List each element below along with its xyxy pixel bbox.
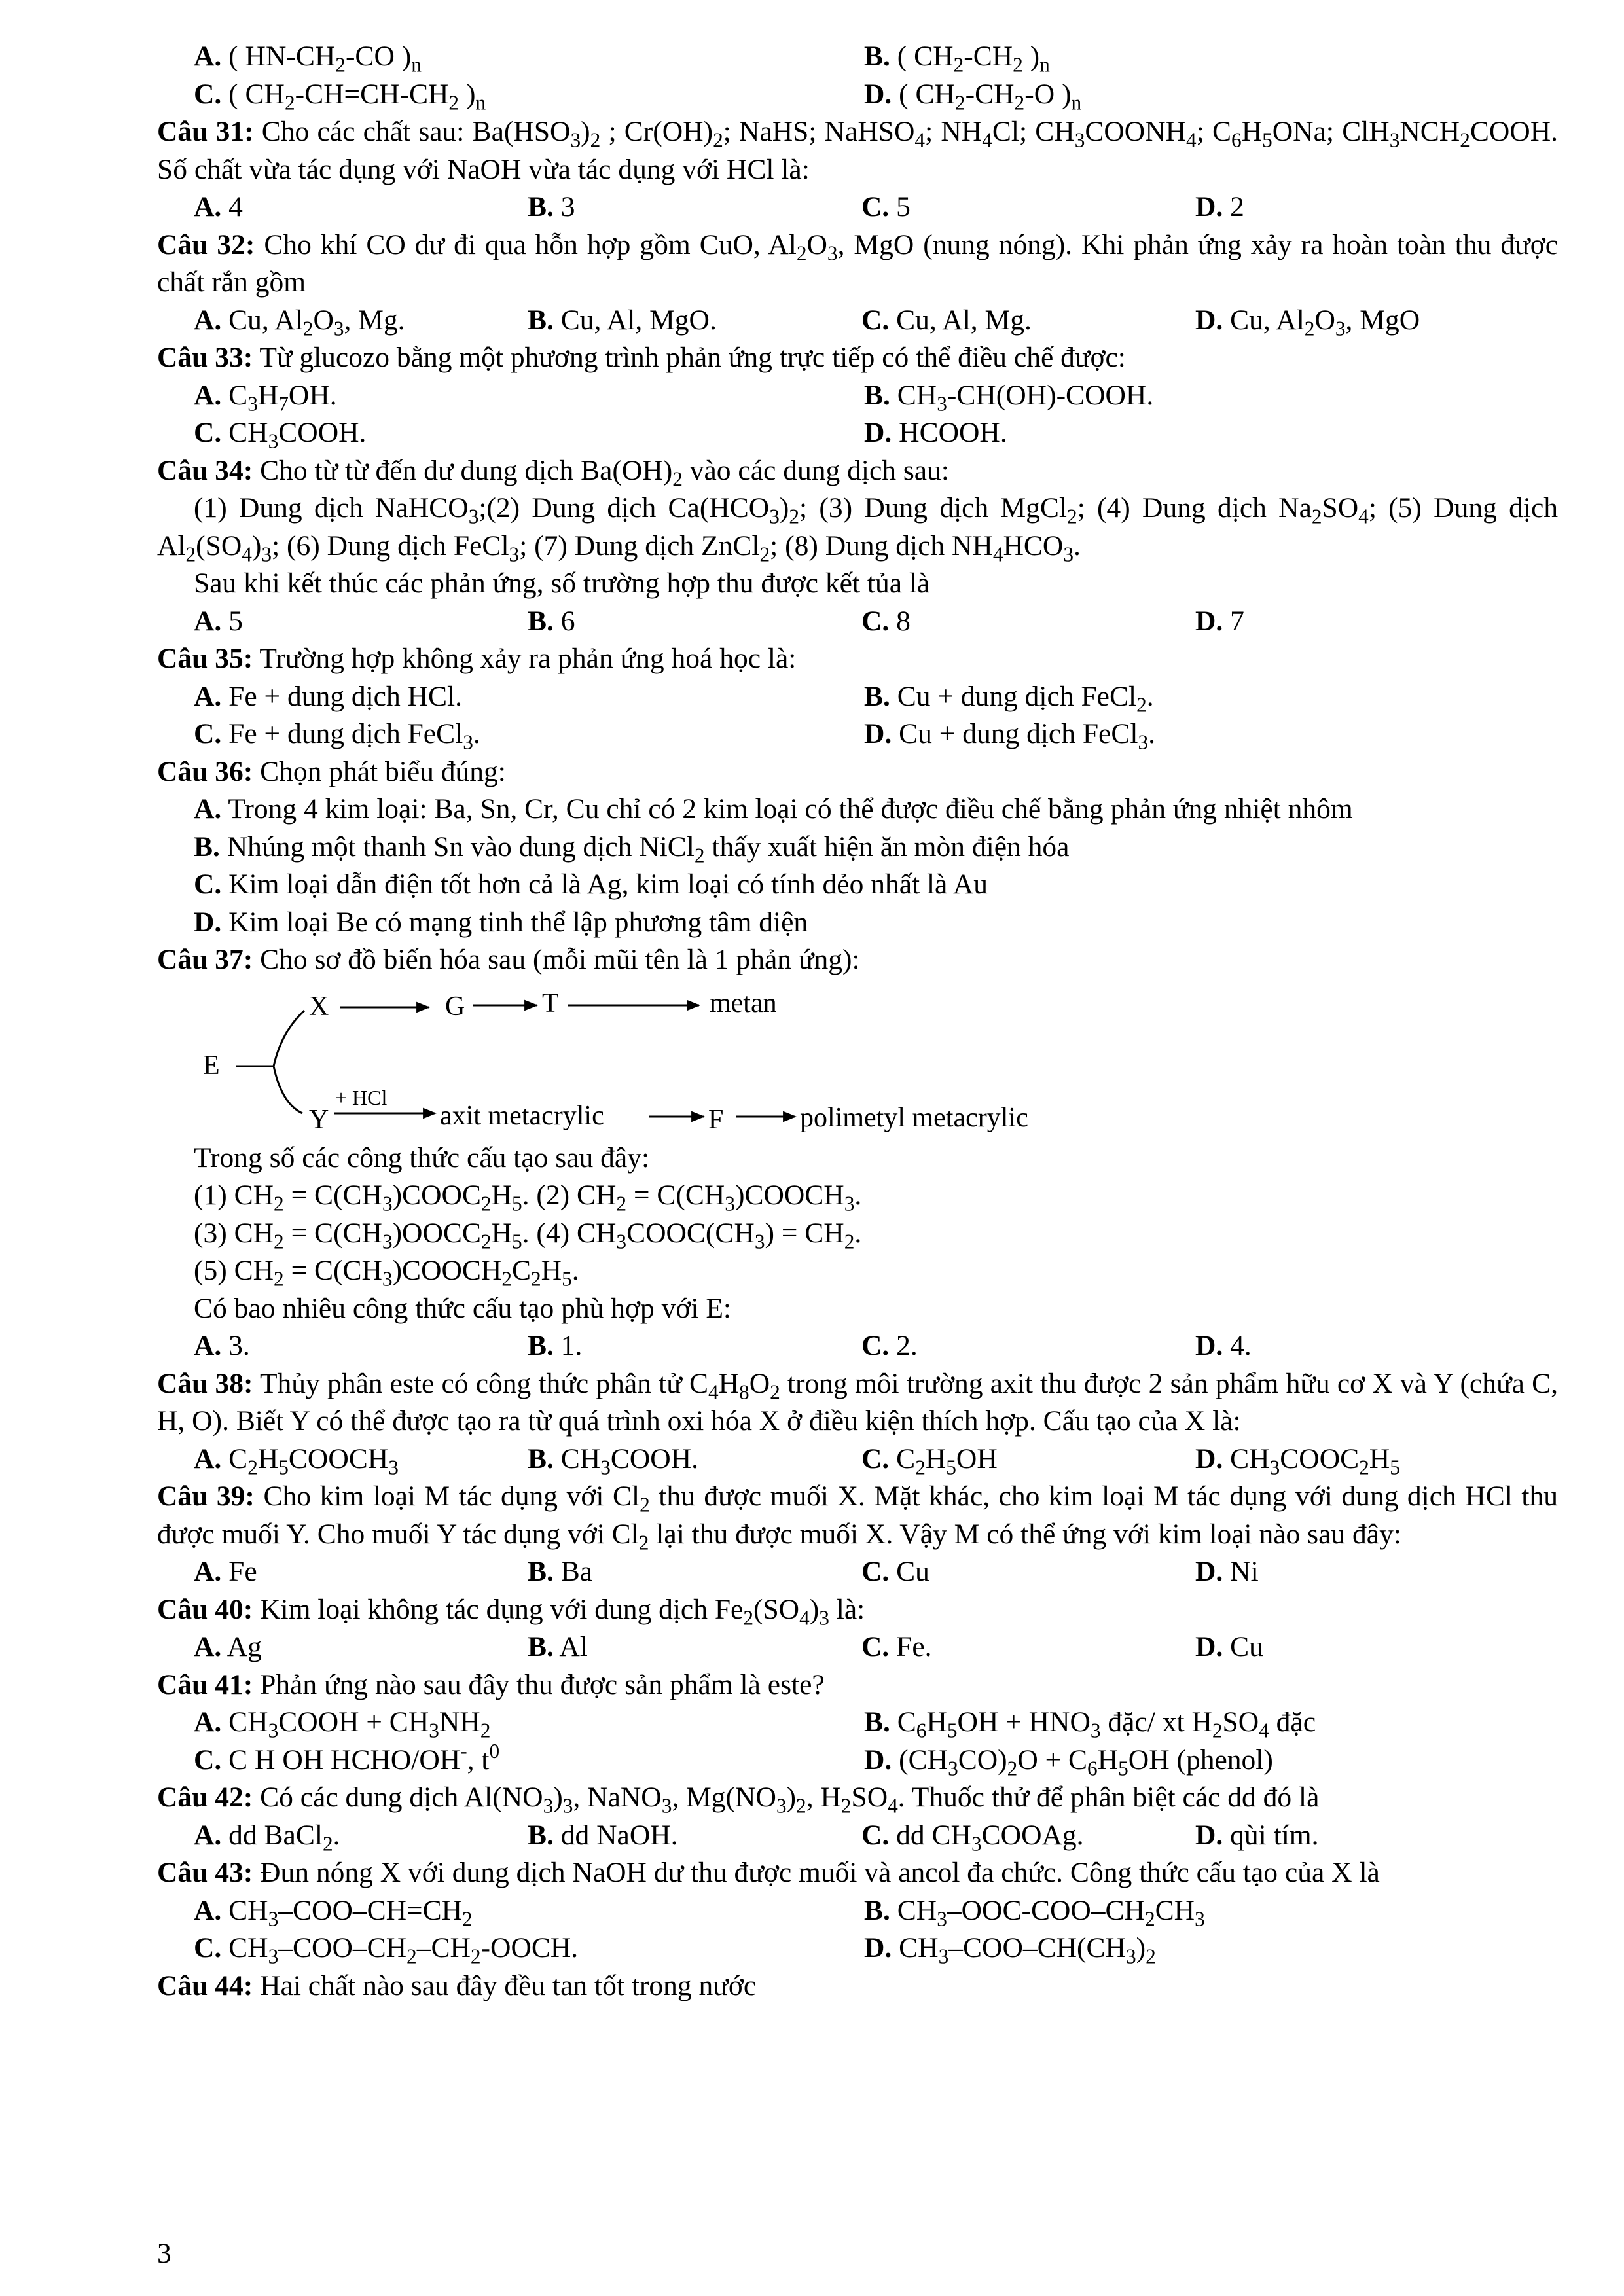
option-c: C. $CH_3COOH$. <box>194 417 367 453</box>
question-text: Kim loại không tác dụng với dung dịch $Fe_2(SO_4)_3$ là: <box>260 1593 865 1629</box>
reaction-scheme-diagram <box>157 979 1139 1139</box>
option-a: A. 5 <box>194 605 243 637</box>
q35-options-2 <box>157 715 1558 753</box>
q37-intro: Trong số các công thức cấu tạo sau đây: <box>194 1141 650 1174</box>
question-43 <box>157 1854 1558 1892</box>
question-label: Câu 40: <box>157 1593 253 1625</box>
question-41 <box>157 1666 1558 1704</box>
node-f: F <box>708 1104 724 1135</box>
question-text: Phản ứng nào sau đây thu được sản phẩm là este? <box>260 1668 825 1700</box>
option-b: B. 6 <box>528 605 575 637</box>
node-y: Y <box>309 1104 329 1135</box>
option-c: C. $CH_3-COO-CH_2-CH_2$-OOCH. <box>194 1932 579 1968</box>
formula-line-2: (3) $CH_2$ = $C(CH_3)OOCC_2H_5$. (4) $CH_3COOC(CH_3) = CH_2$. <box>194 1217 862 1253</box>
question-text: Cho sơ đồ biến hóa sau (mỗi mũi tên là 1 phản ứng): <box>260 944 860 975</box>
q34-list: (1) Dung dịch NaHCO$_3$;(2) Dung dịch $Ca(HCO_3)_2$; (3) Dung dịch MgCl$_2$; (4) Dung dịch $Na_2SO_4$; (5) Dung dịch $Al_2(SO_4)_3$; (6) Dung dịch FeCl$_3$; (7) Dung dịch ZnCl$_2$; (8) Dung dịch $NH_4HCO_3$. <box>157 492 1559 565</box>
page-number: 3 <box>157 2238 171 2269</box>
question-label: Câu 43: <box>157 1857 253 1888</box>
question-31 <box>157 113 1558 188</box>
option-d: D. Kim loại Be có mạng tinh thể lập phương tâm diện <box>194 906 808 938</box>
question-39 <box>157 1478 1558 1553</box>
question-label: Câu 38: <box>157 1367 253 1399</box>
option-b: B. 3 <box>528 191 575 223</box>
option-b: B. $CH_3COOH$. <box>528 1443 698 1479</box>
question-32 <box>157 226 1558 302</box>
question-label: Câu 36: <box>157 755 253 787</box>
question-text: Đun nóng X với dung dịch NaOH dư thu được muối và ancol đa chức. Công thức cấu tạo của X là <box>260 1857 1380 1888</box>
question-text: Từ glucozo bằng một phương trình phản ứng trực tiếp có thể điều chế được: <box>259 342 1126 373</box>
question-40 <box>157 1591 1558 1629</box>
option-b: B. Cu, Al, MgO. <box>528 304 717 336</box>
question-label: Câu 37: <box>157 944 253 975</box>
q33-options-2 <box>157 414 1558 452</box>
option-c: C. Fe + dung dịch FeCl$_3$. <box>194 718 480 754</box>
option-c: C. ( $CH_2-CH=CH-CH_2$ )$_n$ <box>194 78 486 114</box>
q30-options-2 <box>157 76 1558 114</box>
question-label: Câu 32: <box>157 228 255 260</box>
node-poly: polimetyl metacrylic <box>800 1102 1028 1133</box>
option-c: C. Kim loại dẫn điện tốt hơn cả là Ag, kim loại có tính dẻo nhất là Au <box>194 869 988 900</box>
label-hcl: + HCl <box>335 1085 388 1109</box>
option-c: C. dd $CH_3COOAg$. <box>861 1819 1084 1855</box>
option-b: B. ( $CH_2-CH_2$ )$_n$ <box>864 41 1050 77</box>
q34-question: Sau khi kết thúc các phản ứng, số trường hợp thu được kết tủa là <box>194 567 930 599</box>
node-x: X <box>309 991 329 1022</box>
option-a: A. $CH_3COOH + CH_3NH_2$ <box>194 1706 491 1742</box>
option-a: A. Ag <box>194 1631 262 1662</box>
node-e: E <box>203 1050 220 1081</box>
option-b: B. $CH_3-CH(OH)$-COOH. <box>864 379 1154 415</box>
option-d: D. $(CH_3CO)_2O + C_6H_5OH$ (phenol) <box>864 1744 1273 1780</box>
option-a: A. $CH_3-COO-CH=CH_2$ <box>194 1894 473 1930</box>
option-a: A. Fe <box>194 1556 257 1587</box>
option-b: B. $C_6H_5OH + HNO_3$ đặc/ xt $H_2SO_4$ đặc <box>864 1706 1316 1742</box>
option-d: D. ( $CH_2-CH_2-O$ )$_n$ <box>864 78 1082 114</box>
q41-options <box>157 1704 1558 1742</box>
option-b: B. Cu + dung dịch FeCl$_2$. <box>864 680 1154 716</box>
q37-question: Có bao nhiêu công thức cấu tạo phù hợp với E: <box>194 1292 731 1324</box>
q33-options <box>157 377 1558 415</box>
question-text: Có các dung dịch $Al(NO_3)_3$, NaNO$_3$, $Mg(NO_3)_2$, $H_2SO_4$. Thuốc thử để phân biệt các dd đó là <box>260 1782 1320 1818</box>
option-c: C. Fe. <box>861 1631 932 1662</box>
option-d: D. 4. <box>1195 1330 1252 1361</box>
q37-options <box>157 1327 1558 1365</box>
node-g: G <box>445 991 465 1022</box>
q32-options <box>157 302 1558 340</box>
q41-options-2 <box>157 1739 1558 1780</box>
option-d: D. HCOOH. <box>864 417 1007 448</box>
option-d: D. $CH_3-COO-CH(CH_3)_2$ <box>864 1932 1156 1968</box>
option-d: D. Ni <box>1195 1556 1259 1587</box>
question-label: Câu 31: <box>157 116 254 147</box>
node-t: T <box>542 988 559 1018</box>
question-label: Câu 39: <box>157 1480 255 1512</box>
option-a: A. Trong 4 kim loại: Ba, Sn, Cr, Cu chỉ có 2 kim loại có thể được điều chế bằng phản ứng nhiệt nhôm <box>194 793 1353 825</box>
node-axit: axit metacrylic <box>440 1100 604 1131</box>
option-c: C. 8 <box>861 605 911 637</box>
option-c: C. Cu <box>861 1556 929 1587</box>
q30-options <box>157 38 1558 76</box>
option-b: B. $CH_3-OOC-COO-CH_2CH_3$ <box>864 1894 1205 1930</box>
question-33 <box>157 339 1558 377</box>
option-d: D. 7 <box>1195 605 1244 637</box>
formula-line-1: (1) $CH_2$ = $C(CH_3)COOC_2H_5$. (2) $CH_2$ = $C(CH_3)COOCH_3$. <box>194 1179 862 1215</box>
q39-options <box>157 1553 1558 1591</box>
option-a: A. 3. <box>194 1330 250 1361</box>
option-d: D. Cu <box>1195 1631 1263 1662</box>
question-label: Câu 34: <box>157 454 253 486</box>
option-b: B. 1. <box>528 1330 583 1361</box>
option-d: D. Cu + dung dịch FeCl$_3$. <box>864 718 1155 754</box>
question-label: Câu 44: <box>157 1969 253 2001</box>
option-c: C. C H OH HCHO/OH-, $t^0$ <box>194 1739 500 1776</box>
option-b: B. Ba <box>528 1556 593 1587</box>
question-34 <box>157 452 1558 490</box>
question-text: Trường hợp không xảy ra phản ứng hoá học là: <box>259 643 797 674</box>
question-text: Chọn phát biểu đúng: <box>260 755 506 787</box>
question-36 <box>157 753 1558 791</box>
option-a: A. ( $HN-CH_2-CO$ )$_n$ <box>194 41 422 77</box>
question-text: Thủy phân este có công thức phân tử $C_4H_8O_2$ trong môi trường axit thu được 2 sản phẩm hữu cơ X và Y (chứa C, H, O). Biết Y có thể được tạo ra từ quá trình oxi hóa X ở điều kiện thích hợp. Cấu tạo của X là: <box>157 1367 1559 1437</box>
question-text: Cho kim loại M tác dụng với $Cl_2$ thu được muối X. Mặt khác, cho kim loại M tác dụng với dung dịch HCl thu được muối Y. Cho muối Y tác dụng với $Cl_2$ lại thu được muối X. Vậy M có thể ứng với kim loại nào sau đây: <box>157 1480 1559 1554</box>
node-metan: metan <box>710 988 777 1018</box>
q43-options-2 <box>157 1929 1558 1967</box>
question-text: Cho từ từ đến dư dung dịch $Ba(OH)_2$ vào các dung dịch sau: <box>260 454 949 490</box>
question-37 <box>157 941 1558 979</box>
option-c: C. $C_2H_5OH$ <box>861 1443 998 1479</box>
formula-line-3: (5) $CH_2$ = $C(CH_3)COOCH_2C_2H_5$. <box>194 1255 579 1291</box>
option-b: B. Nhúng một thanh Sn vào dung dịch NiCl$_2$ thấy xuất hiện ăn mòn điện hóa <box>194 831 1070 867</box>
option-c: C. 5 <box>861 191 911 223</box>
option-a: A. Cu, $Al_2O_3$, Mg. <box>194 304 405 340</box>
question-44 <box>157 1967 1558 2005</box>
question-42 <box>157 1779 1558 1817</box>
branch-down <box>274 1066 302 1113</box>
q43-options <box>157 1892 1558 1930</box>
option-a: A. $C_2H_5COOCH_3$ <box>194 1443 399 1479</box>
q42-options <box>157 1817 1558 1855</box>
reaction-scheme <box>157 979 1558 1139</box>
option-c: C. 2. <box>861 1330 918 1361</box>
option-d: D. Cu, $Al_2O_3$, MgO <box>1195 304 1420 340</box>
question-label: Câu 42: <box>157 1782 253 1813</box>
option-d: D. $CH_3COOC_2H_5$ <box>1195 1443 1400 1479</box>
question-text: Cho khí CO dư đi qua hỗn hợp gồm CuO, $Al_2O_3$, MgO (nung nóng). Khi phản ứng xảy ra hoàn toàn thu được chất rắn gồm <box>157 228 1559 298</box>
question-label: Câu 35: <box>157 643 253 674</box>
option-a: A. Fe + dung dịch HCl. <box>194 680 462 712</box>
branch-up <box>274 1011 304 1066</box>
question-38 <box>157 1365 1558 1441</box>
option-a: A. dd BaCl$_2$. <box>194 1819 340 1855</box>
question-text: Cho các chất sau: $Ba(HSO_3)_2$ ; $Cr(OH)_2$; NaHS; NaHSO$_4$; $NH_4Cl$; $CH_3COONH_4$; $C_6H_5ONa$; $ClH_3NCH_2COOH$. Số chất vừa tác dụng với NaOH vừa tác dụng với HCl là: <box>157 116 1559 185</box>
q31-options <box>157 188 1558 226</box>
option-d: D. qùi tím. <box>1195 1819 1319 1851</box>
exam-page <box>157 38 1558 2005</box>
q34-options <box>157 603 1558 641</box>
question-35 <box>157 640 1558 678</box>
option-c: C. Cu, Al, Mg. <box>861 304 1032 336</box>
option-d: D. 2 <box>1195 191 1244 223</box>
q38-options <box>157 1441 1558 1479</box>
q40-options <box>157 1628 1558 1666</box>
option-b: B. dd NaOH. <box>528 1819 678 1851</box>
option-a: A. 4 <box>194 191 243 223</box>
question-label: Câu 41: <box>157 1668 253 1700</box>
option-a: A. $C_3H_7OH$. <box>194 379 337 415</box>
option-b: B. Al <box>528 1631 588 1662</box>
q35-options <box>157 678 1558 716</box>
question-label: Câu 33: <box>157 342 253 373</box>
question-text: Hai chất nào sau đây đều tan tốt trong nước <box>260 1969 757 2001</box>
